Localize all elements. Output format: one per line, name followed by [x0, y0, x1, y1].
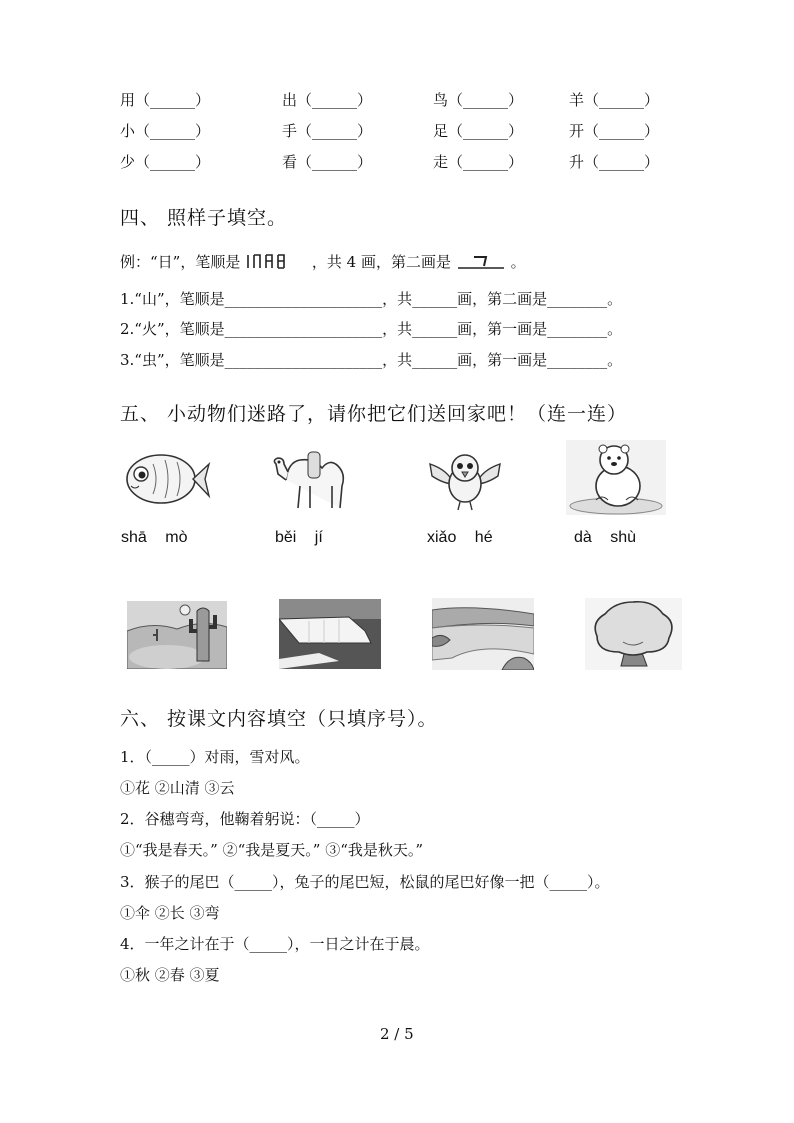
options-line: ①伞 ②长 ③弯	[120, 904, 220, 922]
antonym-item: 足（______）	[433, 122, 524, 140]
stroke-question-1: 1.“山”，笔顺是_____________________，共______画，第二画是________。	[120, 290, 623, 308]
options-line: ①花 ②山清 ③云	[120, 779, 235, 797]
page-number: 2 / 5	[380, 1025, 414, 1043]
section-4-title: 四、 照样子填空。	[120, 207, 288, 229]
question-line: 1．（_____）对雨，雪对风。	[120, 748, 310, 766]
options-line: ①“我是春天。” ②“我是夏天。” ③“我是秋天。”	[120, 841, 424, 859]
antonym-item: 鸟（______）	[433, 91, 524, 109]
antonym-item: 看（______）	[282, 153, 373, 171]
stroke-answer-image	[456, 253, 506, 271]
section-6-title: 六、 按课文内容填空（只填序号）。	[120, 708, 438, 730]
pinyin-label: shā mò	[121, 529, 188, 546]
section-4-example	[120, 251, 526, 272]
antonym-item: 羊（______）	[569, 91, 660, 109]
example-suffix: ，共 4 画，第二画是	[311, 253, 451, 271]
example-prefix: 例：“日”，笔顺是	[120, 253, 241, 271]
question-line: 3．猴子的尾巴（_____），兔子的尾巴短，松鼠的尾巴好像一把（_____）。	[120, 873, 610, 891]
river-image	[432, 598, 534, 670]
antonym-item: 用（______）	[120, 91, 211, 109]
polar-bear-image	[566, 440, 666, 515]
question-line: 4．一年之计在于（_____），一日之计在于晨。	[120, 935, 430, 953]
question-line: 2．谷穗弯弯，他鞠着躬说：（_____）	[120, 810, 370, 828]
section-5-title: 五、 小动物们迷路了，请你把它们送回家吧！（连一连）	[120, 403, 628, 425]
antonym-item: 走（______）	[433, 153, 524, 171]
desert-image	[127, 601, 227, 669]
options-line: ①秋 ②春 ③夏	[120, 966, 220, 984]
antonym-item: 少（______）	[120, 153, 211, 171]
arctic-image	[279, 599, 381, 669]
antonym-item: 升（______）	[569, 153, 660, 171]
antonym-item: 出（______）	[282, 91, 373, 109]
stroke-question-2: 2.“火”，笔顺是_____________________，共______画，第一画是________。	[120, 320, 623, 338]
antonym-item: 开（______）	[569, 122, 660, 140]
stroke-question-3: 3.“虫”，笔顺是_____________________，共______画，第一画是________。	[120, 351, 623, 369]
camel-image	[266, 444, 358, 514]
example-end: 。	[510, 253, 526, 271]
bird-image	[420, 444, 510, 514]
antonym-item: 手（______）	[282, 122, 373, 140]
pinyin-label: dà shù	[574, 529, 637, 546]
pinyin-label: běi jí	[275, 529, 323, 546]
antonym-item: 小（______）	[120, 122, 211, 140]
fish-image	[123, 444, 211, 514]
tree-image	[585, 598, 682, 670]
pinyin-label: xiǎo hé	[427, 529, 493, 546]
stroke-order-image	[245, 251, 307, 271]
